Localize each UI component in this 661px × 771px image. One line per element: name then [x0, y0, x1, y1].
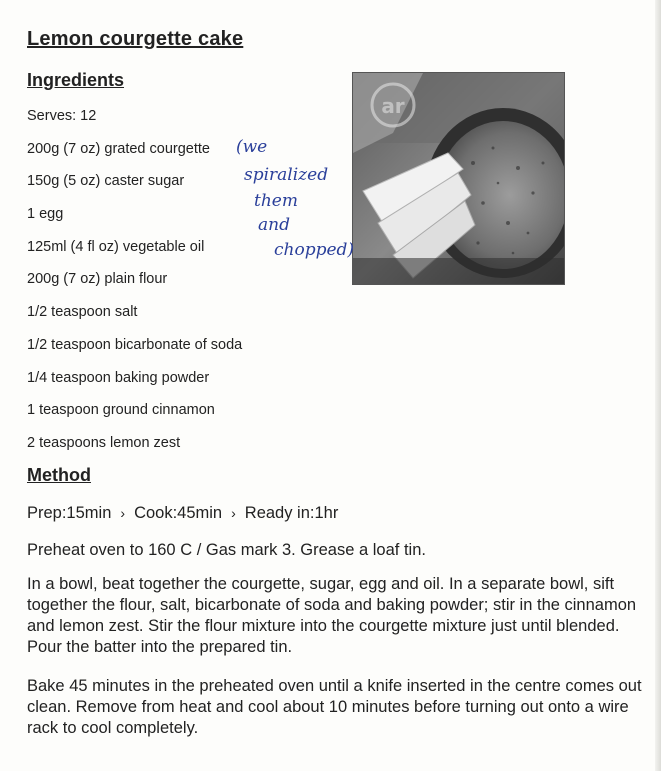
time-summary: [27, 504, 338, 523]
note-line: chopped): [274, 240, 355, 260]
prep-time: Prep:15min: [27, 504, 112, 522]
ready-time: Ready in:1hr: [244, 504, 339, 522]
note-line: spiralized: [244, 165, 329, 185]
ingredient-item: Serves: 12: [27, 108, 97, 124]
method-step: Bake 45 minutes in the preheated oven until a knife inserted in the centre comes out clean. Remove from heat and cool about 10 minutes before turning out onto a wire rack to cool completely.: [27, 677, 642, 737]
svg-text:ar: ar: [381, 94, 405, 118]
method-step: Preheat oven to 160 C / Gas mark 3. Grease a loaf tin.: [27, 541, 426, 559]
ingredients-list: [27, 106, 357, 466]
ingredient-item: 1/2 teaspoon salt: [27, 304, 138, 321]
method-step: In a bowl, beat together the courgette, sugar, egg and oil. In a separate bowl, sift together the flour, salt, bicarbonate of soda and baking powder; stir in the cinnamon and lemon zest. Stir the flour mixture into the courgette mixture just until blended. Pour the batter into the prepared tin.: [27, 575, 637, 656]
method-heading: Method: [27, 465, 91, 485]
ingredient-item: 1/2 teaspoon bicarbonate of soda: [27, 336, 243, 353]
ingredient-item: 125ml (4 fl oz) vegetable oil: [27, 238, 205, 255]
ingredient-item: 2 teaspoons lemon zest: [27, 434, 181, 451]
note-line: and: [258, 215, 290, 235]
note-line: them: [254, 191, 298, 211]
chevron-right-icon: ›: [120, 505, 126, 521]
recipe-title: Lemon courgette cake: [27, 28, 244, 50]
ingredient-item: 1 teaspoon ground cinnamon: [27, 402, 215, 419]
cook-time: Cook:45min: [134, 504, 223, 522]
cake-photo-drawing: [353, 73, 564, 284]
paper-edge-shadow: [655, 0, 661, 771]
ingredient-item: 200g (7 oz) plain flour: [27, 271, 168, 288]
ingredient-item: 150g (5 oz) caster sugar: [27, 173, 185, 190]
ingredient-item: 200g (7 oz) grated courgette: [27, 140, 210, 157]
ingredients-heading: Ingredients: [27, 70, 125, 90]
ingredient-item: 1/4 teaspoon baking powder: [27, 369, 210, 386]
cake-photo: [352, 72, 565, 285]
chevron-right-icon: ›: [231, 505, 236, 521]
note-line: (we: [236, 137, 268, 157]
ingredient-item: 1 egg: [27, 206, 64, 223]
